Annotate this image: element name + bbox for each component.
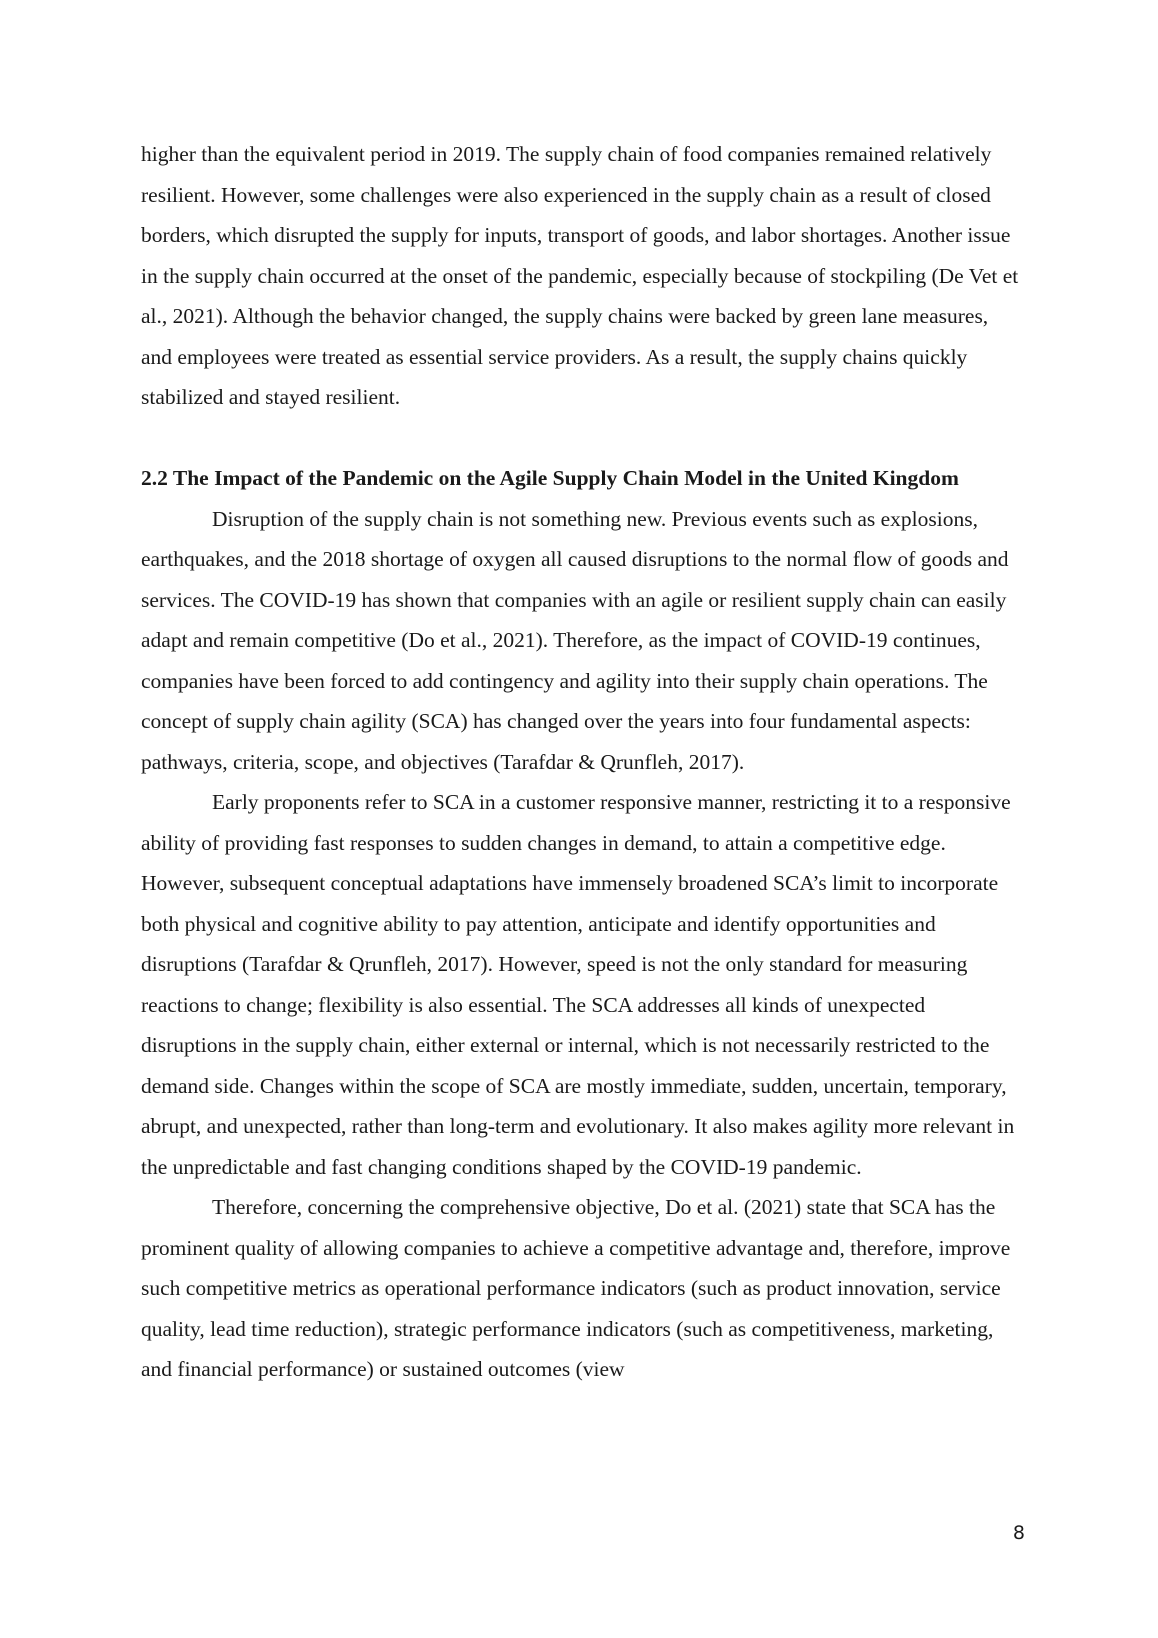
paragraph-early-proponents: Early proponents refer to SCA in a customer responsive manner, restricting it to a responsive ability of providing fast responses to sudden changes in demand, to attain a competitive edge. However, subsequent conceptual adaptations have immensely broadened SCA’s limit to incorporate both physical and cognitive ability to pay attention, anticipate and identify opportunities and disruptions (Tarafdar & Qrunfleh, 2017). However, speed is not the only standard for measuring reactions to change; flexibility is also essential. The SCA addresses all kinds of unexpected disruptions in the supply chain, either external or internal, which is not necessarily restricted to the demand side. Changes within the scope of SCA are mostly immediate, sudden, uncertain, temporary, abrupt, and unexpected, rather than long-term and evolutionary. It also makes agility more relevant in the unpredictable and fast changing conditions shaped by the COVID-19 pandemic.	[141, 790, 1015, 1179]
paragraph-disruption: Disruption of the supply chain is not something new. Previous events such as explosions, earthquakes, and the 2018 shortage of oxygen all caused disruptions to the normal flow of goods and services. The COVID-19 has shown that companies with an agile or resilient supply chain can easily adapt and remain competitive (Do et al., 2021). Therefore, as the impact of COVID-19 continues, companies have been forced to add contingency and agility into their supply chain operations. The concept of supply chain agility (SCA) has changed over the years into four fundamental aspects: pathways, criteria, scope, and objectives (Tarafdar & Qrunfleh, 2017).	[141, 506, 1009, 774]
section-heading: 2.2 The Impact of the Pandemic on the Agile Supply Chain Model in the United Kingdom	[141, 466, 959, 490]
page-body	[141, 134, 1021, 1390]
page-number: 8	[1012, 1522, 1025, 1544]
paragraph-continued: higher than the equivalent period in 2019. The supply chain of food companies remained relatively resilient. However, some challenges were also experienced in the supply chain as a result of closed borders, which disrupted the supply for inputs, transport of goods, and labor shortages. Another issue in the supply chain occurred at the onset of the pandemic, especially because of stockpiling (De Vet et al., 2021). Although the behavior changed, the supply chains were backed by green lane measures, and employees were treated as essential service providers. As a result, the supply chains quickly stabilized and stayed resilient.	[141, 142, 1019, 409]
paragraph-comprehensive-objective: Therefore, concerning the comprehensive objective, Do et al. (2021) state that SCA has the prominent quality of allowing companies to achieve a competitive advantage and, therefore, improve such competitive metrics as operational performance indicators (such as product innovation, service quality, lead time reduction), strategic performance indicators (such as competitiveness, marketing, and financial performance) or sustained outcomes (view	[141, 1195, 1011, 1381]
